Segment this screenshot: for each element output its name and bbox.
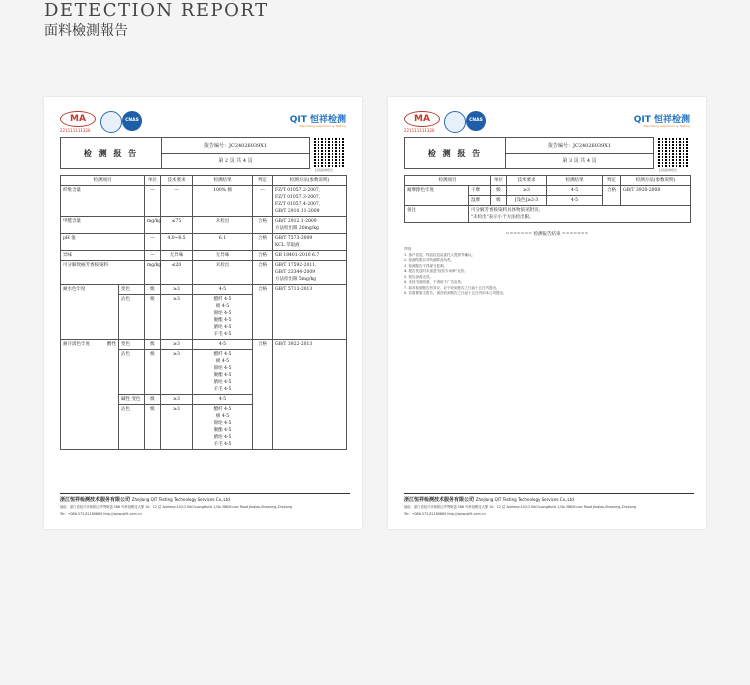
cell-result: 4-5 [547, 196, 603, 206]
cell-item: 耐摩擦色牢度 [405, 186, 469, 206]
cma-logo: MA [404, 111, 440, 127]
table-row [61, 251, 347, 261]
cell-method: GB/T 3920-2008 [621, 186, 691, 206]
company-address: 地址：浙江省绍兴市柯桥区齐贤街道 586 号科创孵化大厦 10、12 层 Address:10/12 KeChuangBuild 1,No 586Xhuan Road,Keqiao,Shaoxing,Zhejiang [60, 505, 292, 509]
heading-en: DETECTION REPORT [44, 0, 269, 21]
cell-req: ≤20 [161, 261, 193, 285]
cell-verdict: 合格 [253, 217, 273, 234]
page-label: 第 2 页 共 4 页 [162, 153, 309, 169]
table-row [405, 186, 691, 196]
table-header-row [61, 176, 347, 186]
table-row [61, 186, 347, 217]
cell-unit: 级 [145, 285, 161, 295]
cell-method: GB 18401-2010 6.7 [273, 251, 347, 261]
col-header: 技术要求 [161, 176, 193, 186]
cnas-logo: CNAS [122, 111, 142, 131]
heading-cn: 面料檢測報告 [44, 23, 128, 39]
results-table [404, 175, 691, 223]
cell-unit: 级 [145, 350, 161, 395]
sweat-acid-label: 酸性 [107, 342, 116, 347]
cell-item: 耐水色牢度 [61, 285, 119, 340]
cell-sub-text: 变色 [131, 397, 141, 402]
cell-unit: 级 [145, 340, 161, 350]
cell-req: ≥3 [161, 405, 193, 450]
col-header: 检测方法(参数说明) [621, 176, 691, 186]
cell-req: ≥3 [161, 295, 193, 340]
col-header: 检测结果 [547, 176, 603, 186]
cell-verdict: 合格 [253, 285, 273, 340]
cell-sub: 变色 [119, 340, 145, 350]
cell-unit: 级 [145, 395, 161, 405]
cell-item: 异味 [61, 251, 145, 261]
cell-result: 未检出 [193, 217, 253, 234]
cell-req: --- [161, 186, 193, 217]
qr-note: 扫码查询报告 [315, 168, 334, 172]
table-row [61, 340, 347, 350]
cell-result: 醋纤 4-5 棉 4-5 锦纶 4-5 聚酯 4-5 腈纶 4-5 羊毛 4-5 [193, 405, 253, 450]
cell-result: 4-5 [547, 186, 603, 196]
table-row [61, 217, 347, 234]
table-header-row [405, 176, 691, 186]
cell-result: 无异味 [193, 251, 253, 261]
cell-result: 100% 棉 [193, 186, 253, 217]
qit-brand-subtitle: QIanXiang Inspection & Testing [643, 124, 690, 128]
company-name-en: ZheJiang QIT Testing Technology Services Co.,Ltd [475, 497, 574, 502]
sweat-alkali-label: 碱性 [121, 397, 130, 402]
report-header [60, 137, 310, 169]
report-footer [404, 493, 694, 517]
table-row [61, 285, 347, 295]
cell-req: ≤75 [161, 217, 193, 234]
cell-unit: 级 [145, 295, 161, 340]
qr-code-icon [314, 137, 344, 167]
cell-req: 4.0~8.5 [161, 234, 193, 251]
cell-result: 6.1 [193, 234, 253, 251]
cell-req: ≥3 [161, 395, 193, 405]
report-number: 报告编号：JC24026039X1 [547, 142, 612, 149]
col-header: 检测方法(参数说明) [273, 176, 347, 186]
cell-result: 未检出 [193, 261, 253, 285]
col-header: 单位 [491, 176, 507, 186]
cell-sub: 沾色 [119, 405, 145, 450]
sweat-item-label: 耐汗渍色牢度 [63, 342, 90, 347]
cell-verdict: 合格 [253, 340, 273, 450]
cell-method: GB/T 5713-2013 [273, 285, 347, 340]
cell-result: 醋纤 4-5 棉 4-5 锦纶 4-5 聚酯 4-5 腈纶 4-5 羊毛 4-5 [193, 295, 253, 340]
cell-req: 无异味 [161, 251, 193, 261]
report-page-2 [388, 97, 706, 529]
report-title: 检 测 报 告 [61, 138, 162, 168]
col-header: 技术要求 [507, 176, 547, 186]
cell-item: 甲醛含量 [61, 217, 145, 234]
qit-brand-logo: QIT 恒祥检测 [633, 115, 690, 125]
report-title: 检 测 报 告 [405, 138, 506, 168]
report-number: 报告编号：JC24026039X1 [203, 142, 268, 149]
cell-req: [浅色]≥2-3 [507, 196, 547, 206]
cell-unit: --- [145, 186, 161, 217]
cell-req: ≥3 [507, 186, 547, 196]
col-header: 检测项目 [61, 176, 145, 186]
cell-sub: 沾色 [119, 295, 145, 340]
cma-number: 221111111326 [404, 128, 435, 133]
logo-bar [60, 111, 346, 135]
logo-bar [404, 111, 690, 135]
company-name-cn: 浙江恒祥检测技术服务有限公司 [404, 497, 475, 503]
cell-item [61, 340, 119, 450]
report-header [404, 137, 654, 169]
report-page-1 [44, 97, 362, 529]
cell-method: FZ/T 01057.2-2007, FZ/T 01057.3-2007, FZ/T 01057.4-2007, GB/T 2910.11-2009 [273, 186, 347, 217]
cell-sub [119, 395, 145, 405]
cell-unit: --- [145, 234, 161, 251]
cell-method: GB/T 2912.1-2009 方法检出限 20mg/kg [273, 217, 347, 234]
cell-sub: 湿摩 [469, 196, 491, 206]
col-header: 单位 [145, 176, 161, 186]
cell-verdict: 合格 [253, 234, 273, 251]
cell-item: 可分解致癌芳香胺染料 [61, 261, 145, 285]
cell-result: 4-5 [193, 340, 253, 350]
results-table [60, 175, 347, 450]
cell-method: GB/T 17592-2011, GB/T 23344-2009 方法检出限 5mg/kg [273, 261, 347, 285]
cell-verdict: 合格 [253, 251, 273, 261]
cell-method: GB/T 7573-2009 KCL 萃取液 [273, 234, 347, 251]
cell-sub: 干摩 [469, 186, 491, 196]
remark-label: 备注 [405, 206, 469, 223]
cell-verdict: --- [253, 186, 273, 217]
cell-req: ≥3 [161, 340, 193, 350]
qit-brand-logo: QIT 恒祥检测 [289, 115, 346, 125]
col-header: 判定 [253, 176, 273, 186]
cell-unit: --- [145, 251, 161, 261]
cell-sub: 变色 [119, 285, 145, 295]
col-header: 判定 [603, 176, 621, 186]
company-phone: Tel：+086-573-81169669 http://www.qitlt.com.cn [60, 512, 142, 516]
cell-unit: mg/kg [145, 217, 161, 234]
qr-note: 扫码查询报告 [659, 168, 678, 172]
company-address: 地址：浙江省绍兴市柯桥区齐贤街道 586 号科创孵化大厦 10、12 层 Address:10/12 KeChuangBuild 1,No 586Xhuan Road,Keqiao,Shaoxing,Zhejiang [404, 505, 636, 509]
table-row [61, 234, 347, 251]
page-label: 第 3 页 共 4 页 [506, 153, 653, 169]
cell-item: 纤维含量 [61, 186, 145, 217]
cma-logo: MA [60, 111, 96, 127]
cell-unit: 级 [145, 405, 161, 450]
remark-text: 可分解芳香胺染料具体物质见附页。 "未检出"表示小于方法检出限。 [469, 206, 691, 223]
cell-result: 4-5 [193, 395, 253, 405]
ilac-logo [444, 111, 466, 133]
ilac-logo [100, 111, 122, 133]
qr-code-icon [658, 137, 688, 167]
cell-unit: 级 [491, 186, 507, 196]
cell-req: ≥3 [161, 350, 193, 395]
report-end-mark: ======= 检测报告结束 ======= [505, 232, 589, 237]
cell-sub: 沾色 [119, 350, 145, 395]
company-name-en: ZheJiang QIT Testing Technology Services Co.,Ltd [131, 497, 230, 502]
table-row [405, 206, 691, 223]
cell-verdict: 合格 [253, 261, 273, 285]
cnas-logo: CNAS [466, 111, 486, 131]
cell-unit: mg/kg [145, 261, 161, 285]
cell-verdict: 合格 [603, 186, 621, 206]
qit-brand-subtitle: QIanXiang Inspection & Testing [299, 124, 346, 128]
report-footer [60, 493, 350, 517]
col-header: 检测结果 [193, 176, 253, 186]
company-name-cn: 浙江恒祥检测技术服务有限公司 [60, 497, 131, 503]
cell-method: GB/T 3922-2013 [273, 340, 347, 450]
cell-req: ≥3 [161, 285, 193, 295]
cma-number: 221111111326 [60, 128, 91, 133]
col-header: 检测项目 [405, 176, 491, 186]
cell-unit: 级 [491, 196, 507, 206]
cell-item: pH 值 [61, 234, 145, 251]
table-row [61, 261, 347, 285]
cell-result: 4-5 [193, 285, 253, 295]
company-phone: Tel：+086-573-81169669 http://www.qitlt.com.cn [404, 512, 486, 516]
cell-result: 醋纤 4-5 棉 4-5 锦纶 4-5 聚酯 4-5 腈纶 4-5 羊毛 4-5 [193, 350, 253, 395]
report-notes: 声明： 1. 客户信息、样品信息由委托人提供并确认。 2. 检测结果仅对所测样品负责。 3. 检测报告不得部分复制。 4. 报告发送时未加盖"检验专用章"无效。 5. 报告涂改无效。 6. 未经书面同意，不得用于广告宣传。 7. 如对检测报告有异议，应于收到报告之日起十五日内提出。 8. 若需要原文报告，请在收到报告之日起十五日内向本公司提出。 [404, 247, 507, 295]
